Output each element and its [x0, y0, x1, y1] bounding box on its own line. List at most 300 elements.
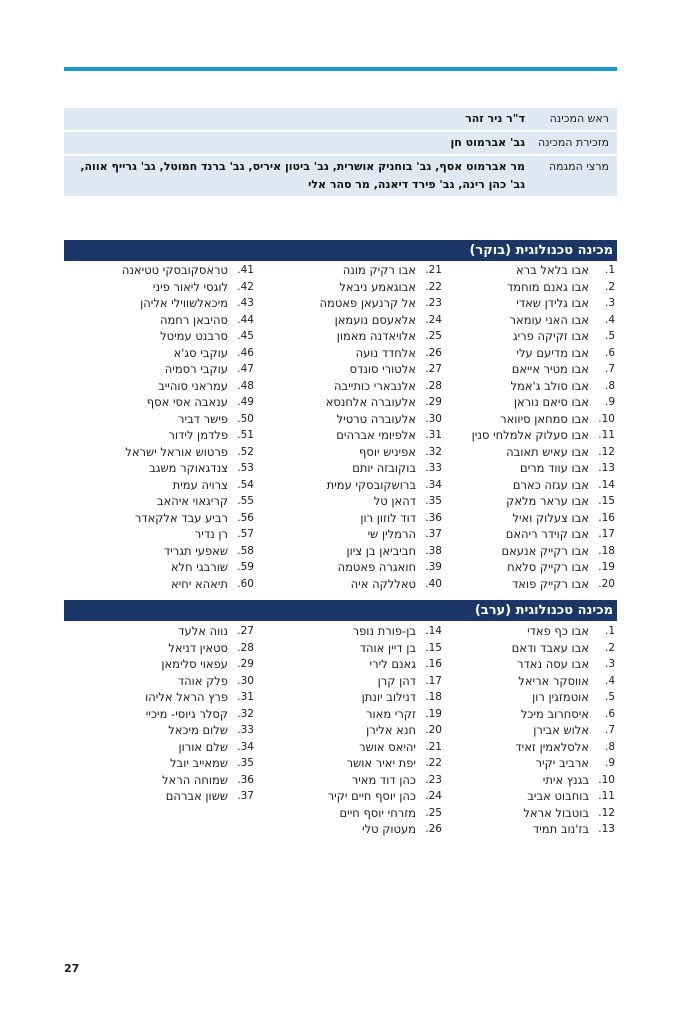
item-number: 10. [598, 773, 615, 786]
item-name: אבו סמחאן סיוואר [500, 411, 589, 426]
list-item [256, 510, 444, 527]
list-item [64, 510, 256, 527]
item-number: 15. [598, 495, 615, 507]
list-item [444, 312, 617, 329]
item-number: 2. [604, 280, 615, 293]
list-item [444, 623, 617, 640]
item-name: דהאן טל [373, 494, 416, 508]
list-item [444, 378, 617, 395]
item-number: 20. [425, 724, 442, 736]
item-name: אבו בלאל ברא [515, 263, 589, 277]
list-item [256, 805, 444, 822]
item-name: אלטורי סונדס [349, 362, 416, 376]
item-name: טאללקה איה [350, 576, 416, 591]
item-name: אלעוברה אלחנסא [325, 395, 416, 409]
evening-column [256, 623, 444, 838]
item-name: יהיאס אושר [359, 739, 416, 754]
list-item [256, 656, 444, 673]
item-number: 17. [425, 674, 442, 687]
list-item [64, 477, 256, 494]
staff-value: מר אברמוט אסף, גב' בוחניק אושרית, גב' ביטון איריס, גב' ברנד חמוטל, גב' גרייף אווה, גב' כהן רינה, גב' פירד דיאנה, מר סהר אלי [80, 160, 525, 191]
item-number: 10. [598, 412, 615, 425]
list-item [64, 394, 256, 411]
list-item [256, 361, 444, 378]
item-name: שאפעי תגריד [163, 543, 228, 558]
list-item [256, 378, 444, 395]
item-name: גאנם לירי [369, 657, 416, 671]
item-number: 53. [237, 462, 254, 474]
staff-label: מרצי המגמה [548, 160, 609, 173]
item-name: צרויה עמית [172, 477, 228, 492]
list-item [444, 640, 617, 657]
item-number: 23. [425, 773, 442, 786]
item-name: אלחדד נועה [355, 345, 416, 360]
item-name: אפיניש יוסף [359, 444, 416, 459]
item-number: 3. [604, 297, 615, 309]
item-number: 50. [237, 412, 254, 425]
item-number: 54. [237, 478, 254, 491]
staff-label: ראש המכינה [549, 112, 609, 125]
list-item [256, 345, 444, 362]
list-item [64, 673, 256, 690]
section-header-evening: מכינה טכנולוגית (ערב) [64, 600, 617, 621]
list-item [64, 295, 256, 312]
list-item [256, 295, 444, 312]
item-number: 37. [237, 790, 254, 802]
list-item [64, 444, 256, 461]
evening-column [64, 623, 256, 838]
item-name: עוקבי סג'א [173, 345, 228, 360]
item-name: עמראני סוהייב [158, 378, 228, 393]
item-name: עוקבי רסמיה [164, 362, 228, 376]
item-number: 33. [425, 462, 442, 474]
item-name: בז'נוב תמיד [532, 822, 589, 836]
top-rule [64, 67, 617, 71]
item-number: 27. [237, 625, 254, 637]
list-item [64, 623, 256, 640]
list-item [256, 444, 444, 461]
item-name: אווסקר אריאל [518, 673, 589, 688]
list-item [256, 526, 444, 543]
page-number: 27 [64, 962, 80, 975]
list-item [256, 755, 444, 772]
list-item [64, 411, 256, 428]
item-number: 24. [425, 313, 442, 326]
item-name: אבו גלידן שאדי [516, 296, 589, 310]
item-number: 16. [598, 511, 615, 524]
staff-row [64, 132, 617, 154]
list-item [256, 559, 444, 576]
staff-table [64, 108, 617, 198]
list-item [64, 739, 256, 756]
item-number: 8. [604, 740, 615, 753]
item-number: 12. [598, 806, 615, 819]
item-number: 35. [237, 757, 254, 769]
list-item [444, 444, 617, 461]
item-name: דהן קרן [377, 673, 416, 688]
item-name: קסלר גיוסי- מיכיי [145, 706, 228, 721]
list-item [444, 411, 617, 428]
item-name: פרץ הראל אליהו [145, 690, 228, 704]
item-number: 19. [425, 707, 442, 720]
item-name: בוטבול אראל [523, 805, 589, 820]
list-item [64, 427, 256, 444]
item-name: כהן דוד מאיר [351, 772, 416, 787]
item-name: אוטמזגין רון [532, 690, 589, 704]
list-item [64, 576, 256, 593]
item-name: יפת יאיר אושר [346, 756, 416, 770]
item-number: 5. [604, 691, 615, 703]
item-name: ששון אברהם [165, 789, 228, 803]
item-number: 36. [425, 511, 442, 524]
item-name: אבו עאבד ודאם [511, 640, 589, 655]
morning-column [64, 262, 256, 592]
item-name: נווה אלעד [178, 624, 228, 638]
list-item [64, 559, 256, 576]
item-name: צנדגאוקר משגב [149, 461, 228, 475]
list-item [256, 788, 444, 805]
item-number: 60. [237, 577, 254, 590]
list-item [256, 493, 444, 510]
item-name: אבו רקיק מונה [342, 263, 416, 277]
item-name: אבו צעלוק ואיל [512, 510, 589, 525]
item-name: דנילוב יונתן [361, 690, 416, 704]
item-number: 30. [237, 674, 254, 687]
list-item [256, 722, 444, 739]
item-number: 41. [237, 264, 254, 276]
list-item [256, 262, 444, 279]
list-item [64, 526, 256, 543]
item-number: 1. [604, 264, 615, 276]
item-number: 32. [425, 445, 442, 458]
list-item [444, 394, 617, 411]
item-name: אלנבארי כותייבה [334, 378, 416, 393]
item-name: פלק אוהד [177, 673, 228, 688]
item-name: ברושקובסקי עמית [326, 477, 416, 492]
list-item [256, 460, 444, 477]
item-number: 25. [425, 806, 442, 819]
evening-column [444, 623, 617, 838]
list-item [256, 279, 444, 296]
item-number: 59. [237, 561, 254, 573]
item-name: קריגאוי איהאב [156, 494, 228, 508]
item-name: אבו רקייק סלאח [507, 560, 589, 574]
item-name: אלויאדנה מאמון [336, 329, 416, 343]
item-name: אבו קוידר ריהאם [505, 527, 589, 541]
list-item [256, 640, 444, 657]
item-number: 37. [425, 528, 442, 540]
item-number: 18. [598, 544, 615, 557]
item-name: סרבנט עמיטל [160, 329, 228, 343]
item-number: 27. [425, 363, 442, 375]
item-name: בן דיין אוהד [359, 640, 416, 655]
item-number: 35. [425, 495, 442, 507]
item-name: אבו זקיקה פריג [512, 329, 589, 343]
item-name: אבו כף פאדי [527, 624, 589, 638]
item-name: אבו גאנם מוחמד [507, 279, 589, 294]
staff-row [64, 156, 617, 196]
item-number: 48. [237, 379, 254, 392]
list-item [64, 788, 256, 805]
list-item [64, 262, 256, 279]
item-number: 6. [604, 707, 615, 720]
list-item [444, 755, 617, 772]
staff-row [64, 108, 617, 130]
item-name: אבו עראר מלאק [506, 494, 589, 508]
list-item [256, 739, 444, 756]
item-name: איסחרוב מיכל [520, 706, 589, 721]
staff-value: גב' אברמוט חן [450, 136, 525, 149]
item-number: 7. [604, 724, 615, 736]
item-name: רן נדיר [194, 527, 228, 541]
staff-value: ד"ר ניר זהר [465, 112, 525, 125]
item-name: אבו עאיש תאובה [506, 444, 589, 459]
list-item [444, 673, 617, 690]
item-name: בוקובזה יותם [352, 461, 416, 475]
morning-list [64, 262, 617, 592]
item-name: אלאעסם נועמאן [334, 312, 416, 327]
item-name: בן-פורת נופר [352, 624, 416, 638]
item-number: 43. [237, 297, 254, 309]
item-number: 4. [604, 313, 615, 326]
item-number: 21. [425, 264, 442, 276]
item-name: ארביב יקיר [535, 756, 589, 770]
list-item [444, 739, 617, 756]
item-number: 39. [425, 561, 442, 573]
item-number: 56. [237, 511, 254, 524]
item-name: שורבגי חלא [170, 560, 228, 574]
list-item [444, 493, 617, 510]
item-number: 51. [237, 429, 254, 441]
list-item [444, 722, 617, 739]
item-number: 28. [425, 379, 442, 392]
list-item [444, 345, 617, 362]
list-item [444, 805, 617, 822]
item-name: סהיבאן רחמה [159, 312, 228, 327]
item-number: 46. [237, 346, 254, 359]
list-item [256, 623, 444, 640]
list-item [256, 576, 444, 593]
list-item [256, 394, 444, 411]
item-number: 34. [425, 478, 442, 491]
list-item [256, 673, 444, 690]
list-item [444, 706, 617, 723]
list-item [444, 526, 617, 543]
item-name: אבוגאמע ניבאל [339, 279, 416, 294]
item-number: 17. [598, 528, 615, 540]
item-number: 14. [598, 478, 615, 491]
item-name: מיכאלשווילי אליהן [140, 296, 228, 310]
item-number: 47. [237, 363, 254, 375]
item-number: 44. [237, 313, 254, 326]
item-number: 58. [237, 544, 254, 557]
item-number: 6. [604, 346, 615, 359]
item-name: הרמלין שי [367, 527, 416, 541]
list-item [256, 411, 444, 428]
list-item [256, 689, 444, 706]
item-number: 55. [237, 495, 254, 507]
item-number: 13. [598, 823, 615, 835]
item-number: 36. [237, 773, 254, 786]
item-name: רביע עבד אלקאדר [134, 510, 228, 525]
item-number: 5. [604, 330, 615, 342]
item-number: 22. [425, 757, 442, 769]
item-number: 22. [425, 280, 442, 293]
item-number: 49. [237, 396, 254, 408]
list-item [64, 706, 256, 723]
list-item [444, 543, 617, 560]
item-name: ענאבה אסי אסף [146, 395, 228, 409]
item-name: חנא אלירן [366, 723, 416, 737]
list-item [444, 559, 617, 576]
item-name: אבו מדיעם עלי [516, 345, 589, 360]
list-item [64, 640, 256, 657]
item-name: אל קרנעאן פאטמה [319, 296, 416, 310]
item-number: 15. [425, 641, 442, 654]
item-name: פישר דביר [177, 411, 228, 426]
list-item [444, 427, 617, 444]
list-item [256, 543, 444, 560]
list-item [64, 328, 256, 345]
item-name: אבו עסה נאדר [516, 657, 589, 671]
item-number: 3. [604, 658, 615, 670]
item-name: שלם אורון [178, 739, 228, 754]
list-item [64, 772, 256, 789]
item-name: שמוחה הראל [161, 772, 228, 787]
item-number: 23. [425, 297, 442, 309]
item-number: 9. [604, 757, 615, 769]
list-item [444, 279, 617, 296]
item-name: חביביאן בן ציון [346, 543, 416, 558]
item-number: 9. [604, 396, 615, 408]
item-number: 34. [237, 740, 254, 753]
item-number: 42. [237, 280, 254, 293]
item-number: 25. [425, 330, 442, 342]
list-item [64, 460, 256, 477]
list-item [444, 460, 617, 477]
list-item [256, 821, 444, 838]
item-name: חואגרה פאטמה [337, 560, 416, 574]
item-name: אלסלאמין זאיד [515, 739, 589, 754]
item-name: מזרחי יוסף חיים [339, 805, 416, 820]
item-name: פלדמן לידור [168, 428, 228, 442]
list-item [444, 262, 617, 279]
list-item [64, 755, 256, 772]
list-item [444, 328, 617, 345]
list-item [444, 821, 617, 838]
list-item [64, 722, 256, 739]
item-number: 11. [598, 429, 615, 441]
item-name: אבו סעלוק אלמלחי סנין [471, 428, 589, 442]
item-number: 29. [237, 658, 254, 670]
list-item [64, 656, 256, 673]
item-number: 11. [598, 790, 615, 802]
item-number: 33. [237, 724, 254, 736]
list-item [444, 361, 617, 378]
list-item [64, 345, 256, 362]
item-name: פרטוש אוראל ישראל [125, 444, 228, 459]
morning-column [256, 262, 444, 592]
item-number: 31. [237, 691, 254, 703]
list-item [64, 361, 256, 378]
item-name: אלפיומי אברהים [336, 428, 416, 442]
item-name: בוחבוט אביב [527, 789, 589, 803]
item-name: אבו עווד מרים [519, 461, 589, 475]
item-number: 1. [604, 625, 615, 637]
item-name: סטאין דניאל [168, 640, 228, 655]
list-item [64, 493, 256, 510]
item-name: אבו רקייק אנעאם [501, 543, 589, 558]
item-number: 26. [425, 823, 442, 835]
item-name: אבו רקייק פואד [511, 576, 589, 591]
item-number: 52. [237, 445, 254, 458]
list-item [444, 772, 617, 789]
morning-column [444, 262, 617, 592]
item-name: אבו מטיר אייאם [511, 362, 589, 376]
item-number: 28. [237, 641, 254, 654]
item-name: אלוש אבירן [533, 723, 589, 737]
item-name: זקרי מאור [366, 706, 416, 721]
item-number: 13. [598, 462, 615, 474]
item-number: 12. [598, 445, 615, 458]
item-number: 32. [237, 707, 254, 720]
item-number: 38. [425, 544, 442, 557]
list-item [256, 706, 444, 723]
evening-list [64, 623, 617, 838]
section-header-morning: מכינה טכנולוגית (בוקר) [64, 240, 617, 261]
item-number: 20. [598, 577, 615, 590]
item-name: כהן יוסף חיים יקיר [327, 789, 416, 803]
item-number: 21. [425, 740, 442, 753]
item-name: מעטוק טלי [362, 822, 416, 836]
item-name: טראסקובסקי טטיאנה [121, 263, 228, 277]
item-number: 14. [425, 625, 442, 637]
list-item [64, 312, 256, 329]
item-number: 29. [425, 396, 442, 408]
item-name: שלום מיכאל [168, 723, 228, 737]
list-item [64, 279, 256, 296]
item-name: שמאייב יובל [170, 756, 228, 770]
item-name: אבו האני עומאר [509, 312, 589, 327]
item-number: 57. [237, 528, 254, 540]
item-name: אבו סולב ג'אמל [510, 378, 589, 393]
item-number: 24. [425, 790, 442, 802]
list-item [444, 510, 617, 527]
item-number: 8. [604, 379, 615, 392]
item-number: 2. [604, 641, 615, 654]
list-item [444, 576, 617, 593]
item-number: 19. [598, 561, 615, 573]
list-item [444, 295, 617, 312]
list-item [444, 656, 617, 673]
list-item [256, 772, 444, 789]
item-name: תיאהא יחיא [170, 576, 228, 591]
list-item [64, 378, 256, 395]
item-number: 40. [425, 577, 442, 590]
list-item [444, 477, 617, 494]
list-item [256, 328, 444, 345]
item-name: אבו סיאם נוראן [513, 395, 589, 409]
item-name: עפאוי סלימאן [161, 657, 228, 671]
staff-label: מזכירת המכינה [537, 136, 609, 149]
item-number: 7. [604, 363, 615, 375]
item-number: 31. [425, 429, 442, 441]
item-number: 4. [604, 674, 615, 687]
item-name: אלעוברה טרטיל [336, 411, 416, 426]
list-item [64, 689, 256, 706]
list-item [256, 477, 444, 494]
list-item [444, 689, 617, 706]
